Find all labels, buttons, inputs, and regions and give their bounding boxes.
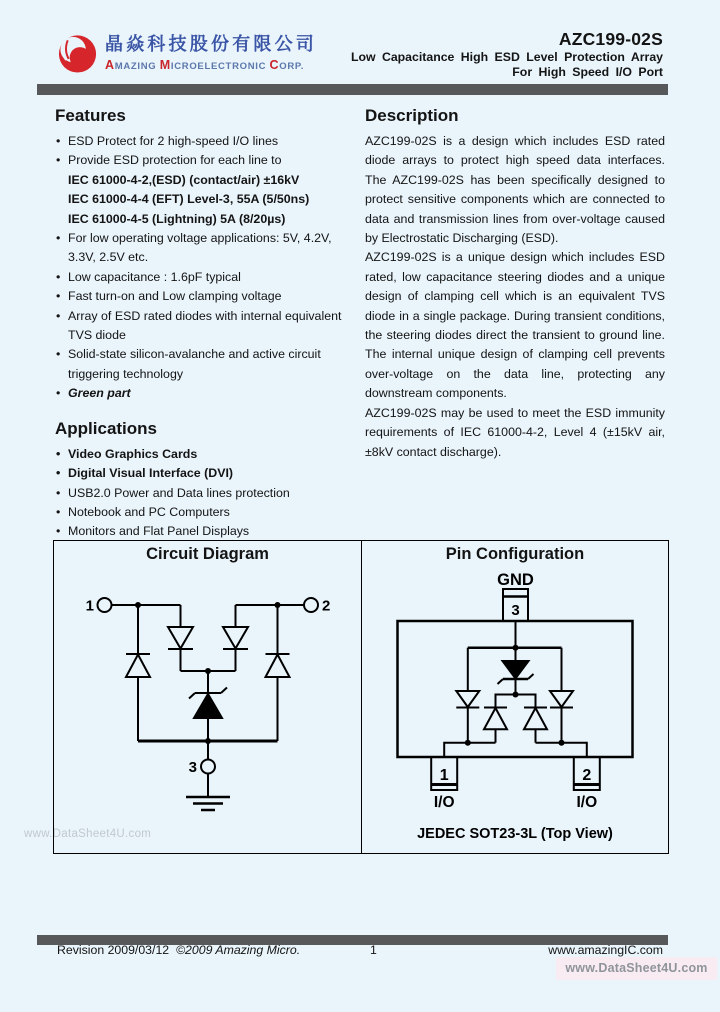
pin3-terminal [201,760,215,774]
document-title-block [351,29,663,80]
description-paragraph: AZC199-02S is a unique design which includes ESD rated, low capacitance steering diodes and a unique design of clamping cell which is an equivalent TVS diode in a single package. During transient conditions, the steering diodes direct the transient to ground line. The internal unique design of clamping cell prevents over-voltage on the data line, protecting any downstream components. [365,250,665,401]
company-name-chinese: 晶焱科技股份有限公司 [105,34,317,54]
feature-item: • Array of ESD rated diodes with internal equivalent TVS diode [55,307,358,346]
company-name-english: AMAZING MICROELECTRONIC CORP. [105,58,305,72]
feature-item: • For low operating voltage applications: 5V, 4.2V, 3.3V, 2.5V etc. [55,229,358,268]
pin-configuration-box [362,541,668,853]
pin2-label: 2 [322,597,331,615]
datasheet4u-watermark-footer: www.DataSheet4U.com [556,957,717,980]
part-number: AZC199-02S [558,29,663,49]
footer-revision: Revision 2009/03/12 [57,943,170,957]
pin2-terminal [304,598,318,612]
header-divider-bar [37,84,668,95]
diode-symbol [524,708,547,743]
feature-item: • Green part [55,384,358,403]
features-heading: Features [55,106,126,125]
circuit-wires [98,598,319,810]
application-item: • Notebook and PC Computers [55,503,358,522]
right-column [365,106,665,462]
description-heading: Description [365,106,459,125]
circuit-diagram-box [54,541,362,853]
document-subtitle-line2: For High Speed I/O Port [512,65,663,79]
pin1-terminal [98,598,112,612]
gnd-label: GND [497,571,534,589]
company-name-block [105,30,317,72]
pin-configuration-title: Pin Configuration [445,545,585,563]
circuit-diagram-title: Circuit Diagram [146,545,269,563]
io-label-right: I/O [576,794,598,811]
feature-subline: IEC 61000-4-2,(ESD) (contact/air) ±16kV [68,172,300,187]
diode-symbol [484,708,507,743]
footer-website: www.amazingIC.com [548,943,663,957]
feature-item: • Provide ESD protection for each line to IEC 61000-4-2,(ESD) (contact/air) ±16kV IEC 61000-4-4 (EFT) Level-3, 55A (5/50ns) IEC 61000-4-5 (Lightning) 5A (8/20µs) [55,151,358,229]
package-caption: JEDEC SOT23-3L (Top View) [417,826,613,842]
application-item: • Monitors and Flat Panel Displays [55,522,358,541]
feature-subline: IEC 61000-4-5 (Lightning) 5A (8/20µs) [68,211,286,226]
application-item: • Video Graphics Cards [55,445,358,464]
features-list [55,132,358,404]
footer-copyright: ©2009 Amazing Micro. [176,943,301,957]
diagram-panel [53,540,669,854]
left-column [55,106,358,542]
feature-item: • Solid-state silicon-avalanche and active circuit triggering technology [55,345,358,384]
applications-heading: Applications [55,418,158,438]
document-subtitle-line1: Low Capacitance High ESD Level Protection Array [350,50,663,64]
application-item: • USB2.0 Power and Data lines protection [55,484,358,503]
tvs-zener-symbol [189,688,227,742]
diode-symbol [550,691,573,743]
pin-configuration-drawing [362,541,668,853]
internal-circuit [444,621,587,757]
pin1-number: 1 [439,767,449,784]
diode-symbol [266,654,290,741]
diode-symbol [223,605,248,671]
phoenix-flame-icon [56,30,99,77]
feature-item: • Low capacitance : 1.6pF typical [55,268,358,287]
applications-list [55,445,358,542]
pin1-label: 1 [85,597,94,615]
company-logo [56,30,317,77]
description-paragraph: AZC199-02S is a design which includes ESD rated diode arrays to protect high speed data interfaces. The AZC199-02S has been specifically designed to protect sensitive components which are connected to data and transmission lines from over-voltage caused by Electrostatic Discharging (ESD). [365,134,665,246]
footer-page-number: 1 [370,943,377,957]
description-paragraph: AZC199-02S may be used to meet the ESD immunity requirements of IEC 61000-4-2, Level 4 (±15kV air, ±8kV contact discharge). [365,405,665,459]
feature-item: • Fast turn-on and Low clamping voltage [55,287,358,306]
pin3-number: 3 [511,602,520,619]
circuit-diagram-schematic [54,541,361,853]
tvs-zener-symbol [498,648,534,695]
application-item: • Digital Visual Interface (DVI) [55,464,358,483]
diode-symbol [168,605,193,671]
pin3-label: 3 [188,759,197,776]
diode-symbol [456,691,479,743]
io-label-left: I/O [433,794,455,811]
feature-subline: IEC 61000-4-4 (EFT) Level-3, 55A (5/50ns) [68,192,310,207]
ground-symbol [186,797,230,810]
datasheet4u-watermark: www.DataSheet4U.com [24,828,152,840]
feature-item: • ESD Protect for 2 high-speed I/O lines [55,132,358,151]
diode-symbol [126,654,150,741]
pin2-number: 2 [582,767,592,784]
